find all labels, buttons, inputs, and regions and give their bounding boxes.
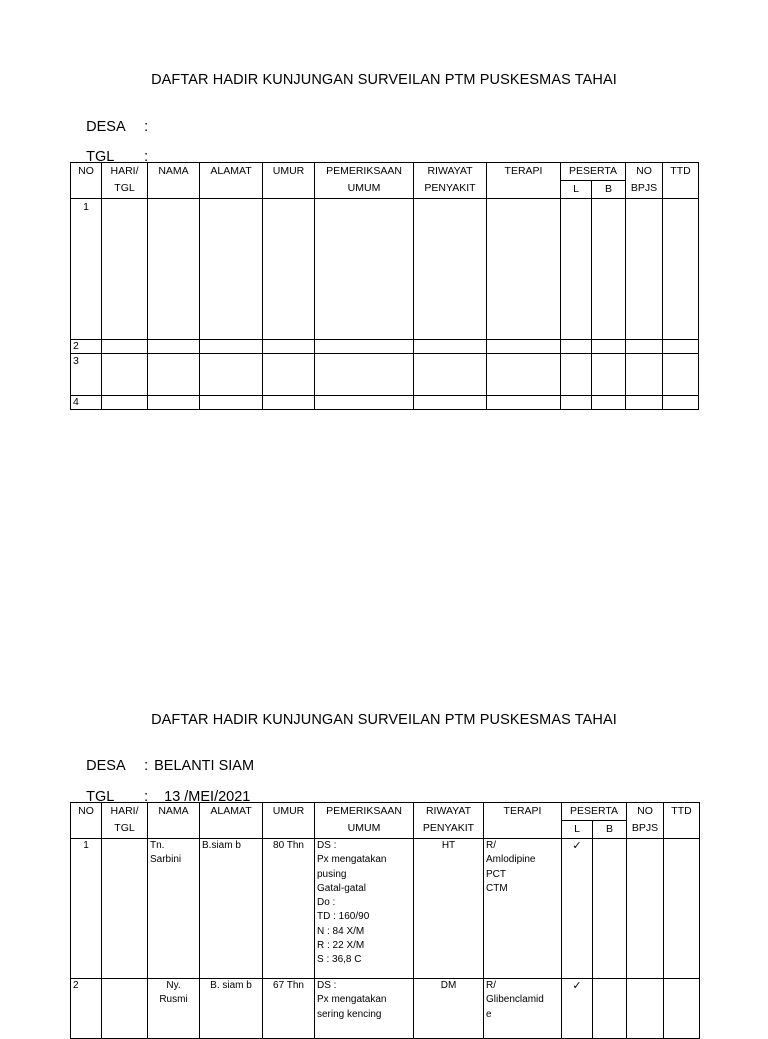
colon: : bbox=[144, 789, 149, 805]
col-alamat: ALAMAT bbox=[200, 163, 263, 199]
table-row bbox=[71, 979, 700, 1039]
row-umur: 80 Thn bbox=[263, 839, 315, 979]
table-row bbox=[71, 199, 699, 340]
row-pemeriksaan: DS : Px mengatakan pusing Gatal-gatal Do : TD : 160/90 N : 84 X/M R : 22 X/M S : 36,8 C bbox=[315, 839, 414, 979]
col-terapi: TERAPI bbox=[484, 803, 562, 839]
col-umur: UMUR bbox=[263, 803, 315, 839]
row-hari-tgl bbox=[102, 839, 148, 979]
attendance-table bbox=[70, 802, 700, 1039]
form-title: DAFTAR HADIR KUNJUNGAN SURVEILAN PTM PUSKESMAS TAHAI bbox=[151, 712, 617, 728]
col-no: NO bbox=[71, 163, 102, 199]
desa-label: DESA bbox=[86, 119, 126, 135]
row-no: 1 bbox=[71, 199, 102, 340]
col-terapi: TERAPI bbox=[487, 163, 561, 199]
col-umur: UMUR bbox=[263, 163, 315, 199]
row-umur: 67 Thn bbox=[263, 979, 315, 1039]
attendance-table bbox=[70, 162, 699, 410]
row-alamat: B. siam b bbox=[200, 979, 263, 1039]
row-no-bpjs bbox=[627, 979, 664, 1039]
col-hari-tgl bbox=[102, 163, 148, 199]
row-riwayat: HT bbox=[414, 839, 484, 979]
col-peserta-b: B bbox=[592, 181, 626, 199]
row-no: 4 bbox=[71, 396, 102, 410]
row-no: 1 bbox=[71, 839, 102, 979]
col-no-bpjs bbox=[626, 163, 663, 199]
col-nama: NAMA bbox=[148, 163, 200, 199]
col-no: NO bbox=[71, 803, 102, 839]
col-riwayat-line2: PENYAKIT bbox=[424, 182, 476, 194]
row-peserta-b bbox=[593, 839, 627, 979]
row-terapi: R/ Amlodipine PCT CTM bbox=[484, 839, 562, 979]
row-ttd bbox=[664, 979, 700, 1039]
col-hari-tgl bbox=[102, 803, 148, 839]
col-pemeriksaan bbox=[315, 163, 414, 199]
col-no-bpjs-line2: BPJS bbox=[630, 182, 658, 194]
form-title: DAFTAR HADIR KUNJUNGAN SURVEILAN PTM PUSKESMAS TAHAI bbox=[151, 72, 617, 88]
col-peserta-l: L bbox=[561, 181, 592, 199]
row-pemeriksaan: DS : Px mengatakan sering kencing bbox=[315, 979, 414, 1039]
row-nama: Tn. Sarbini bbox=[148, 839, 200, 979]
col-no-bpjs-line1: NO bbox=[637, 805, 653, 817]
table-row bbox=[71, 354, 699, 396]
col-hari-line1: HARI/ bbox=[110, 805, 139, 817]
col-riwayat-line1: RIWAYAT bbox=[427, 165, 473, 177]
table-row bbox=[71, 396, 699, 410]
col-pemeriksaan-line1: PEMERIKSAAN bbox=[326, 805, 402, 817]
table-row bbox=[71, 839, 700, 979]
row-riwayat: DM bbox=[414, 979, 484, 1039]
col-riwayat bbox=[414, 163, 487, 199]
row-nama: Ny. Rusmi bbox=[148, 979, 200, 1039]
col-no-bpjs bbox=[627, 803, 664, 839]
col-nama: NAMA bbox=[148, 803, 200, 839]
tgl-label: TGL bbox=[86, 789, 115, 805]
col-no-bpjs-line1: NO bbox=[636, 165, 652, 177]
row-alamat: B.siam b bbox=[200, 839, 263, 979]
colon: : bbox=[144, 149, 149, 165]
header-row bbox=[71, 803, 700, 821]
row-no: 3 bbox=[71, 354, 102, 396]
colon: : bbox=[144, 758, 149, 774]
col-peserta-b: B bbox=[593, 821, 627, 839]
row-terapi: R/ Glibenclamid e bbox=[484, 979, 562, 1039]
header-row bbox=[71, 163, 699, 181]
colon: : bbox=[144, 119, 149, 135]
desa-label: DESA bbox=[86, 758, 126, 774]
col-riwayat bbox=[414, 803, 484, 839]
col-no-bpjs-line2: BPJS bbox=[631, 822, 659, 834]
col-pemeriksaan bbox=[315, 803, 414, 839]
tgl-label: TGL bbox=[86, 149, 115, 165]
row-peserta-b bbox=[593, 979, 627, 1039]
col-ttd: TTD bbox=[664, 803, 700, 839]
check-icon: ✓ bbox=[562, 839, 593, 979]
col-pemeriksaan-line2: UMUM bbox=[347, 822, 381, 834]
col-pemeriksaan-line2: UMUM bbox=[347, 182, 381, 194]
col-ttd: TTD bbox=[663, 163, 699, 199]
check-icon: ✓ bbox=[562, 979, 593, 1039]
row-no-bpjs bbox=[627, 839, 664, 979]
col-hari-line2: TGL bbox=[114, 182, 135, 194]
col-peserta: PESERTA bbox=[562, 803, 627, 821]
desa-value: BELANTI SIAM bbox=[154, 758, 255, 774]
row-no: 2 bbox=[71, 340, 102, 354]
col-riwayat-line1: RIWAYAT bbox=[425, 805, 472, 817]
row-no: 2 bbox=[71, 979, 102, 1039]
row-ttd bbox=[664, 839, 700, 979]
col-pemeriksaan-line1: PEMERIKSAAN bbox=[326, 165, 402, 177]
col-hari-line2: TGL bbox=[114, 822, 135, 834]
col-peserta: PESERTA bbox=[561, 163, 626, 181]
col-peserta-l: L bbox=[562, 821, 593, 839]
col-hari-line1: HARI/ bbox=[110, 165, 139, 177]
tgl-value: 13 /MEI/2021 bbox=[164, 789, 251, 805]
col-riwayat-line2: PENYAKIT bbox=[422, 822, 475, 834]
table-row bbox=[71, 340, 699, 354]
row-hari-tgl bbox=[102, 979, 148, 1039]
col-alamat: ALAMAT bbox=[200, 803, 263, 839]
